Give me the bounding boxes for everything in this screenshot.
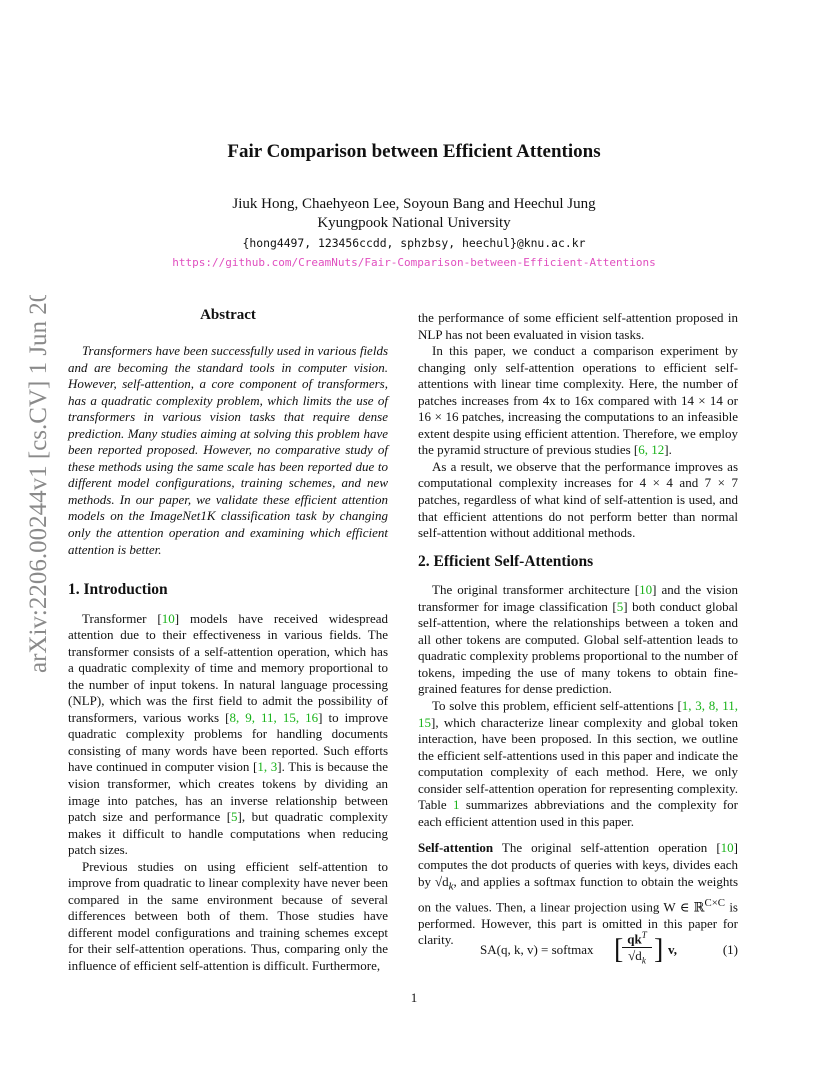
paper-title: Fair Comparison between Efficient Attentions [227, 141, 601, 162]
citation-link[interactable]: 10 [639, 582, 653, 598]
citation-link[interactable]: 1, 3, 8, 11, 15 [418, 698, 738, 730]
intro-heading: 1. Introduction [68, 581, 168, 598]
equation-rhs: v, [668, 942, 678, 957]
intro-paragraph-4: In this paper, we conduct a comparison experiment by changing only self-attention operations to efficient self-attentions with linear time complexity. Here, the number of patches increases from 4x to 16x compared with 14 × 14 or 16 × 16 patches, increasing the computations to an infeasible extent despite using efficient attention. Therefore, we employ the pyramid structure of previous studies [6, 12]. [418, 343, 738, 458]
equation-1 [418, 930, 738, 974]
abstract-text: Transformers have been successfully used in various fields and are becoming the standard tools in computer vision. However, self-attention, a core component of transformers, has a quadratic complexity problem, which limits the use of transformers in various vision tasks that require dense prediction. Many studies aiming at solving this problem have been reported proposed. However, no comparative study of these methods using the same scale has been reported due to different model configurations, training schemes, and new methods. In our paper, we validate these efficient attention models on the ImageNet1K classification task by changing only the attention operation and examining which efficient attention is better. [68, 343, 388, 557]
citation-link[interactable]: 5 [231, 809, 238, 825]
abstract-body [68, 343, 388, 558]
self-attention-paragraph: Self-attention The original self-attention operation [10] computes the dot products of queries with keys, divides each by $√d_k$, and applies a softmax function to obtain the weights on the values. Then, a linear projection using W ∈ ℝ$^{C\times C}$ is performed. However, this part is omitted in this paper for clarity. [418, 840, 739, 948]
table-ref-link[interactable]: 1 [453, 797, 460, 813]
right-column [418, 310, 738, 949]
author-emails: {hong4497, 123456ccdd, sphzbsy, heechul}@knu.ac.kr [242, 236, 586, 250]
section-2-paragraph-1: The original transformer architecture [10] and the vision transformer for image classification [5] both conduct global self-attention, where the relationships between a token and all other tokens are computed. Global self-attention leads to quadratic complexity problems proportional to the number of tokens, impeding the use of many tokens to obtain fine-grained features for dense prediction. [418, 582, 738, 697]
intro-section [68, 582, 388, 975]
equation-fraction: $qk^T$ $√d_k$ [622, 930, 652, 966]
page-number: 1 [410, 990, 418, 1005]
affiliation: Kyungpook National University [317, 215, 511, 231]
arxiv-stamp-text: arXiv:2206.00244v1 [cs.CV] 1 Jun 2022 [25, 295, 52, 673]
citation-link[interactable]: 5 [616, 598, 624, 614]
citation-link[interactable]: 8, 9, 11, 15, 16 [229, 709, 319, 725]
equation-bracket-left: [ [614, 934, 624, 965]
self-attention-label: Self-attention [418, 840, 494, 856]
equation-bracket-right: ] [654, 934, 664, 965]
citation-link[interactable]: 6, 12 [638, 442, 665, 458]
section-2-paragraph-2: To solve this problem, efficient self-attentions [1, 3, 8, 11, 15], which characterize linear complexity and global token interaction, have been proposed. In this section, we outline the efficient self-attentions used in this paper and indicate the computation complexity of each method. Here, we only consider self-attention operation for representing complexity. Table 1 summarizes abbreviations and the complexity for each efficient attention used in this paper. [418, 698, 738, 829]
citation-link[interactable]: 10 [161, 610, 175, 626]
citation-link[interactable]: 10 [720, 840, 734, 856]
repo-link[interactable]: https://github.com/CreamNuts/Fair-Comparison-between-Efficient-Attentions [172, 256, 656, 269]
equation-lhs: SA(q, k, v) = softmax [480, 942, 594, 957]
intro-paragraph-3: the performance of some efficient self-attention proposed in NLP has not been evaluated in vision tasks. [418, 310, 738, 342]
equation-label: (1) [722, 942, 738, 957]
intro-paragraph-2: Previous studies on using efficient self-attention to improve from quadratic to linear complexity have never been compared in the same environment because of several differences between both of them. Those studies have different model configurations and training schemes except for their self-attention operations. Thus, comparing only the influence of efficient self-attention is difficult. Furthermore, [68, 858, 388, 974]
author-block [0, 195, 828, 233]
intro-paragraph-1: Transformer [10] models have received widespread attention due to their effectiveness in various fields. The transformer consists of a self-attention operation, which has a quadratic complexity of time and memory proportional to the number of input tokens. In natural language processing (NLP), which was the first field to admit the possibility of transformers, various works [8, 9, 11, 15, 16] to improve quadratic complexity problems for handling documents consisting of many words have been reported. Such efforts have continued in computer vision [1, 3]. This is because the vision transformer, which creates tokens by dividing an image into patches, has an inverse relationship between patch size and performance [5], but quadratic complexity makes it difficult to handle computations when reducing patch sizes. [68, 610, 389, 858]
abstract-heading: Abstract [200, 307, 256, 323]
intro-paragraph-5: As a result, we observe that the performance improves as computational complexity increases for 4 × 4 and 7 × 7 patches, regardless of what kind of self-attention is used, and that efficient attentions do not perform better than normal self-attention without additional methods. [418, 458, 738, 541]
arxiv-stamp [14, 295, 54, 675]
author-names: Jiuk Hong, Chaehyeon Lee, Soyoun Bang and Heechul Jung [232, 196, 596, 212]
citation-link[interactable]: 1, 3 [257, 759, 278, 775]
section-2-heading: 2. Efficient Self-Attentions [418, 552, 594, 570]
